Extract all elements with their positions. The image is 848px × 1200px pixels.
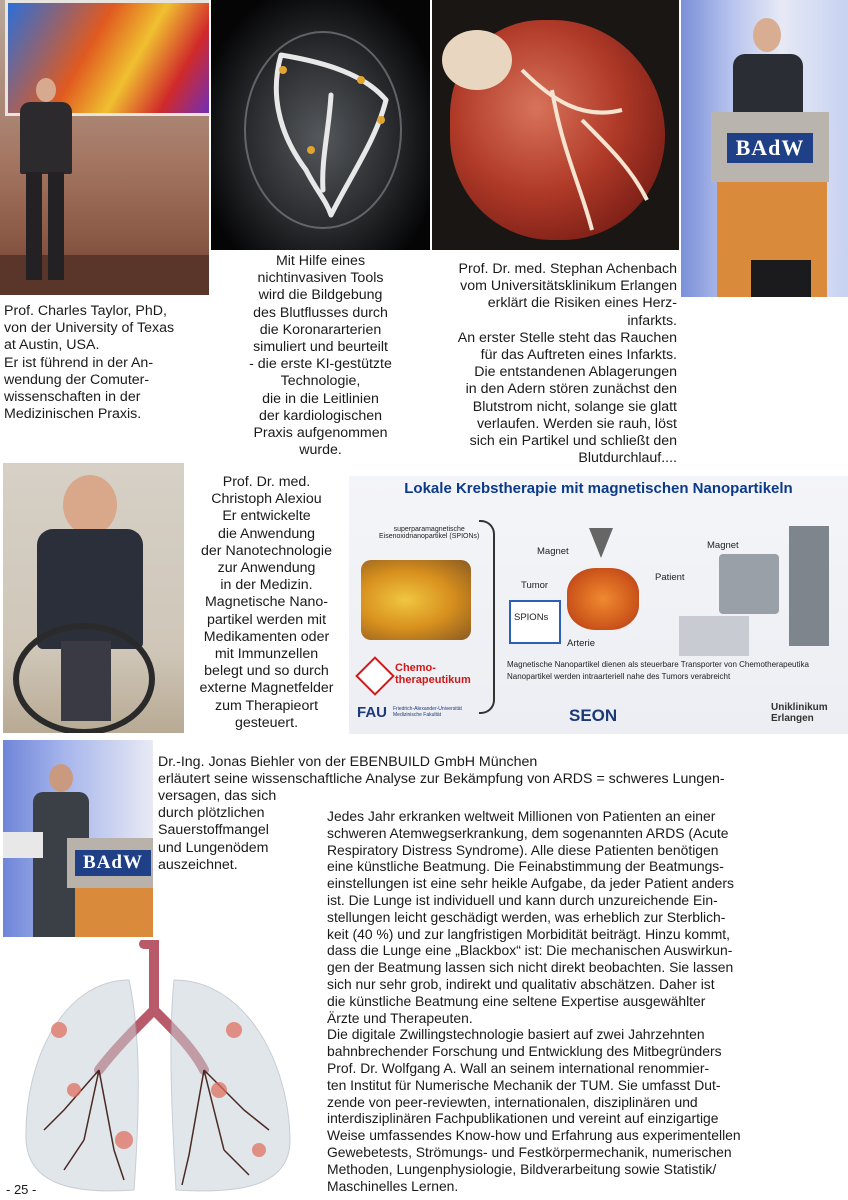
slide-title: Lokale Krebstherapie mit magnetischen Nanopartikeln [404, 480, 793, 497]
slide-magnet1: Magnet [537, 546, 569, 557]
slide-spion-label: superparamagnetische Eisenoxidnanopartikel (SPIONs) [379, 526, 480, 540]
mri-machine [719, 554, 779, 614]
caption-biehler-cont: versagen, das sich durch plötzlichen Sauerstoffmangel und Lungenödem auszeichnet. [158, 788, 277, 873]
hazard-icon [355, 656, 395, 696]
page-number: - 25 - [6, 1182, 37, 1197]
photo-biehler [3, 740, 153, 937]
artery-drawing [211, 0, 430, 250]
photo-heart-arteries [211, 0, 430, 250]
caption-biehler-head: Dr.-Ing. Jonas Biehler von der EBENBUILD GmbH München erläutert seine wissenschaftliche Analyse zur Bekämpfung von ARDS = schweres Lungen- [158, 754, 725, 788]
slide-arterie: Arterie [567, 638, 595, 649]
caption-tool: Mit Hilfe eines nichtinvasiven Tools wird die Bildgebung des Blutflusses durch die Koronararterien simuliert und beurteilt - die erste KI-gestützte Technologie, die in die Leitlinien der kardiologischen Praxis aufgenommen wurde. [249, 253, 392, 459]
speaker-figure [10, 78, 80, 288]
lung-drawing [4, 940, 300, 1198]
article-text: Jedes Jahr erkranken weltweit Millionen von Patienten an einer schweren Atemwegserkrankung, dem sogenannten ARDS (Acute Respiratory Distress Syndrome). Alle diese Patienten benötigen eine künstliche Beatmung. Die Feinabstimmung der Beatmungs- einstellungen ist eine sehr heikle Aufgabe, da jeder Patient anders ist. Die Lunge ist individuell und kann durch unzureichende Ein- stellungen leicht geschädigt werden, was erheblich zur Sterblich- keit (40 %) und zur langfristigen Morbidität beiträgt. Hinzu kommt, dass die Lunge eine „Blackbox“ ist: Die mechanischen Auswirkun- gen der Beatmung lassen sich nicht direkt beobachten. Sie lassen sich nur sehr grob, indirekt und qualitativ abschätzen. Daher ist die künstliche Beatmung eine seltene Expertise ausgewählter Ärzte und Therapeuten. Die digitale Zwillingstechnologie basiert auf zwei Jahrzehnten bahnbrechender Forschung und Entwicklung des Mitbegründers Prof. Dr. Wolfgang A. Wall an seinem international renommier- ten Institut für Numerische Mechanik der TUM. Sie umfasst Dut- zende von peer-reviewten, internationalen, disziplinären und interdisziplinären Fachpublikationen und vereint auf einzigartige Weise umfassendes Know-how und Erfahrung aus experimentellen Gewebetests, Strömungs- und Festkörpermechanik, numerischen Methoden, Lungenphysiologie, Bildverarbeitung sowie Statistik/ Maschinelles Lernen. [327, 808, 741, 1194]
caption-alexiou: Prof. Dr. med. Christoph Alexiou Er entwickelte die Anwendung der Nanotechnologie zur Anwendung in der Medizin. Magnetische Nano- partikel werden mit Medikamenten oder mit Immunzellen belegt und so durch externe Magnetfelder zum Therapieort gesteuert. [199, 474, 334, 731]
logo-fau: FAU [357, 704, 387, 721]
tumor-image [567, 568, 639, 630]
photo-lung-model [4, 940, 300, 1198]
logo-seon: SEON [569, 706, 618, 725]
slide-spions: SPIONs [514, 612, 549, 623]
badw-logo: BAdW [727, 133, 813, 163]
photo-alexiou [3, 463, 184, 733]
photo-heart-ct [432, 0, 679, 250]
logo-uniklinikum: Uniklinikum Erlangen [771, 702, 828, 724]
slide-magnet2: Magnet [707, 540, 739, 551]
magnet-cone [589, 528, 613, 558]
caption-achenbach: Prof. Dr. med. Stephan Achenbach vom Universitätsklinikum Erlangen erklärt die Risiken eines Herz- infarkts. An erster Stelle steht das Rauchen für das Auftreten eines Infarkts. Die entstandenen Ablagerungen in den Adern stören zunächst den Blutstrom nicht, solange sie glatt verlaufen. Werden sie rauh, löst sich ein Partikel und schließt den Blutdurchlauf.... [457, 261, 677, 467]
slide-bullet-2: Nanopartikel werden intraarteriell nahe des Tumors verabreicht [507, 672, 731, 681]
slide-tumor: Tumor [521, 580, 549, 591]
badw-logo: BAdW [75, 850, 151, 876]
slide-patient: Patient [655, 572, 685, 583]
vessel-lines [432, 0, 679, 250]
slide-bullet-1: Magnetische Nanopartikel dienen als steuerbare Transporter von Chemotherapeutika [507, 660, 809, 669]
slide-chemo: Chemo- therapeutikum [395, 662, 471, 686]
logo-fau-sub: Friedrich-Alexander-Universität Medizinische Fakultät [393, 706, 462, 718]
speaker-figure [733, 18, 803, 118]
caption-taylor: Prof. Charles Taylor, PhD, von der University of Texas at Austin, USA. Er ist führend in der An- wendung der Comuter- wissenschaften in der Medizinischen Praxis. [4, 303, 175, 423]
test-tube [361, 560, 471, 640]
photo-speaker-podium [681, 0, 848, 297]
laptop [751, 260, 811, 297]
photo-charles-taylor [0, 0, 209, 295]
slide-nanoparticles [349, 476, 848, 734]
